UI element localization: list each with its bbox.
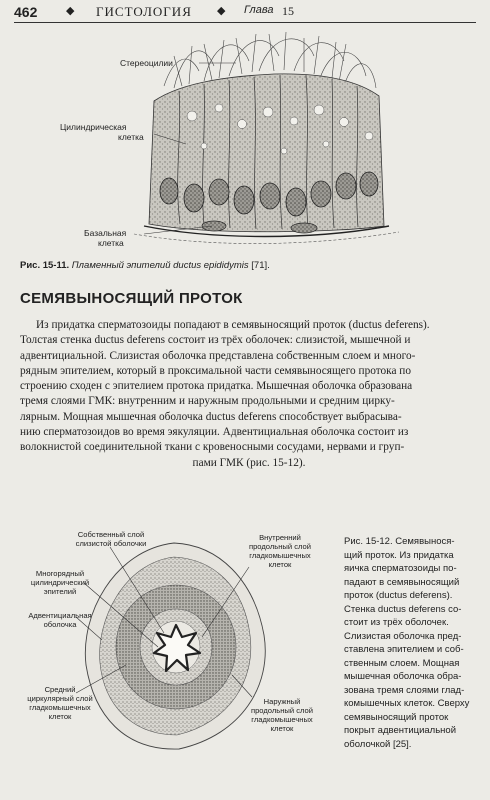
body-line: нию сперматозоидов во время эякуляции. Адвентициальная оболочка состоит из bbox=[20, 426, 409, 439]
caption-line: ставлена эпителием и соб- bbox=[344, 644, 464, 655]
epithelium-illustration bbox=[14, 26, 476, 258]
caption-line: стоит из трёх оболочек. bbox=[344, 617, 449, 628]
body-line: строению сходен с эпителием протока придатка. Мышечная оболочка образована bbox=[20, 380, 413, 393]
caption-line: оболочкой [25]. bbox=[344, 738, 412, 750]
caption-line: семявыносящий проток bbox=[344, 711, 449, 723]
header-section: ГИСТОЛОГИЯ bbox=[96, 4, 192, 19]
caption-line: яичка сперматозоиды по- bbox=[344, 563, 457, 574]
figure-15-11 bbox=[14, 26, 476, 258]
label-columnar-cell-1: Цилиндрическая bbox=[60, 122, 127, 132]
label-inner-longitudinal: Внутренний продольный слой гладкомышечных клеток bbox=[248, 533, 312, 569]
label-basal-cell-2: клетка bbox=[98, 238, 124, 248]
body-text bbox=[20, 318, 478, 471]
figure-15-11-caption bbox=[20, 260, 475, 272]
caption-line: Стенка ductus deferens со- bbox=[344, 603, 462, 615]
header-chapter-label: Глава bbox=[244, 4, 274, 16]
body-line: лярным. Мощная мышечная оболочка ductus deferens способствует выбрасыва- bbox=[20, 410, 402, 423]
caption-line: комышечных клеток. Сверху bbox=[344, 698, 470, 709]
header-chapter-number: 15 bbox=[282, 4, 294, 18]
caption-line: падают в семявыносящий bbox=[344, 576, 460, 588]
body-line: пами ГМК (рис. 15-12). bbox=[192, 456, 306, 469]
label-epithelium: Многорядный цилиндрический эпителий bbox=[30, 569, 90, 596]
figure-15-12-caption bbox=[344, 535, 478, 751]
section-title: СЕМЯВЫНОСЯЩИЙ ПРОТОК bbox=[20, 290, 243, 307]
page-number: 462 bbox=[14, 4, 38, 20]
header-rule bbox=[14, 22, 476, 23]
body-line: Толстая стенка ductus deferens состоит из трёх оболочек: слизистой, мышечной и bbox=[20, 334, 411, 347]
caption-line: щий проток. Из придатка bbox=[344, 549, 454, 561]
label-outer-longitudinal: Наружный продольный слой гладкомышечных клеток bbox=[250, 697, 314, 733]
caption-label: Рис. 15-11. bbox=[20, 260, 70, 271]
label-middle-circular: Средний циркулярный слой гладкомышечных клеток bbox=[27, 685, 93, 721]
label-basal-cell-1: Базальная bbox=[84, 228, 127, 238]
header-divider-icon: ◆ bbox=[66, 5, 75, 17]
body-line: тремя слоями ГМК: внутренним и наружным продольными и средним цирку- bbox=[20, 395, 395, 408]
caption-line: Слизистая оболочка пред- bbox=[344, 630, 462, 642]
label-columnar-cell-2: клетка bbox=[118, 132, 144, 142]
body-line: адвентициальной. Слизистая оболочка представлена собственным слоем и много- bbox=[20, 349, 416, 362]
body-line: рядным эпителием, который в проксимальной части семявыносящего протока по bbox=[20, 364, 412, 377]
caption-term: ductus epididymis bbox=[173, 260, 249, 271]
caption-line: проток (ductus deferens). bbox=[344, 590, 453, 601]
caption-line: зована тремя слоями глад- bbox=[344, 684, 465, 696]
label-lamina-propria: Собственный слой слизистой оболочки bbox=[75, 530, 147, 548]
header-divider-icon: ◆ bbox=[217, 5, 226, 17]
caption-line: ственным слоем. Мощная bbox=[344, 657, 460, 669]
label-stereocilia: Стереоцилии bbox=[120, 58, 173, 68]
body-line: Из придатка сперматозоиды попадают в семявыносящий проток (ductus deferens). bbox=[36, 319, 430, 331]
caption-ref: [71]. bbox=[251, 260, 270, 271]
caption-line: Рис. 15-12. Семявынося- bbox=[344, 536, 455, 547]
caption-line: мышечная оболочка обра- bbox=[344, 671, 462, 682]
figure-15-12 bbox=[14, 525, 332, 765]
caption-line: покрыт адвентициальной bbox=[344, 725, 457, 736]
running-header bbox=[14, 4, 476, 22]
body-line: волокнистой соединительной ткани с кровеносными сосудами, нервами и груп- bbox=[20, 441, 405, 454]
label-adventitia: Адвентициальная оболочка bbox=[28, 611, 92, 629]
caption-text: Пламенный эпителий bbox=[71, 260, 171, 271]
